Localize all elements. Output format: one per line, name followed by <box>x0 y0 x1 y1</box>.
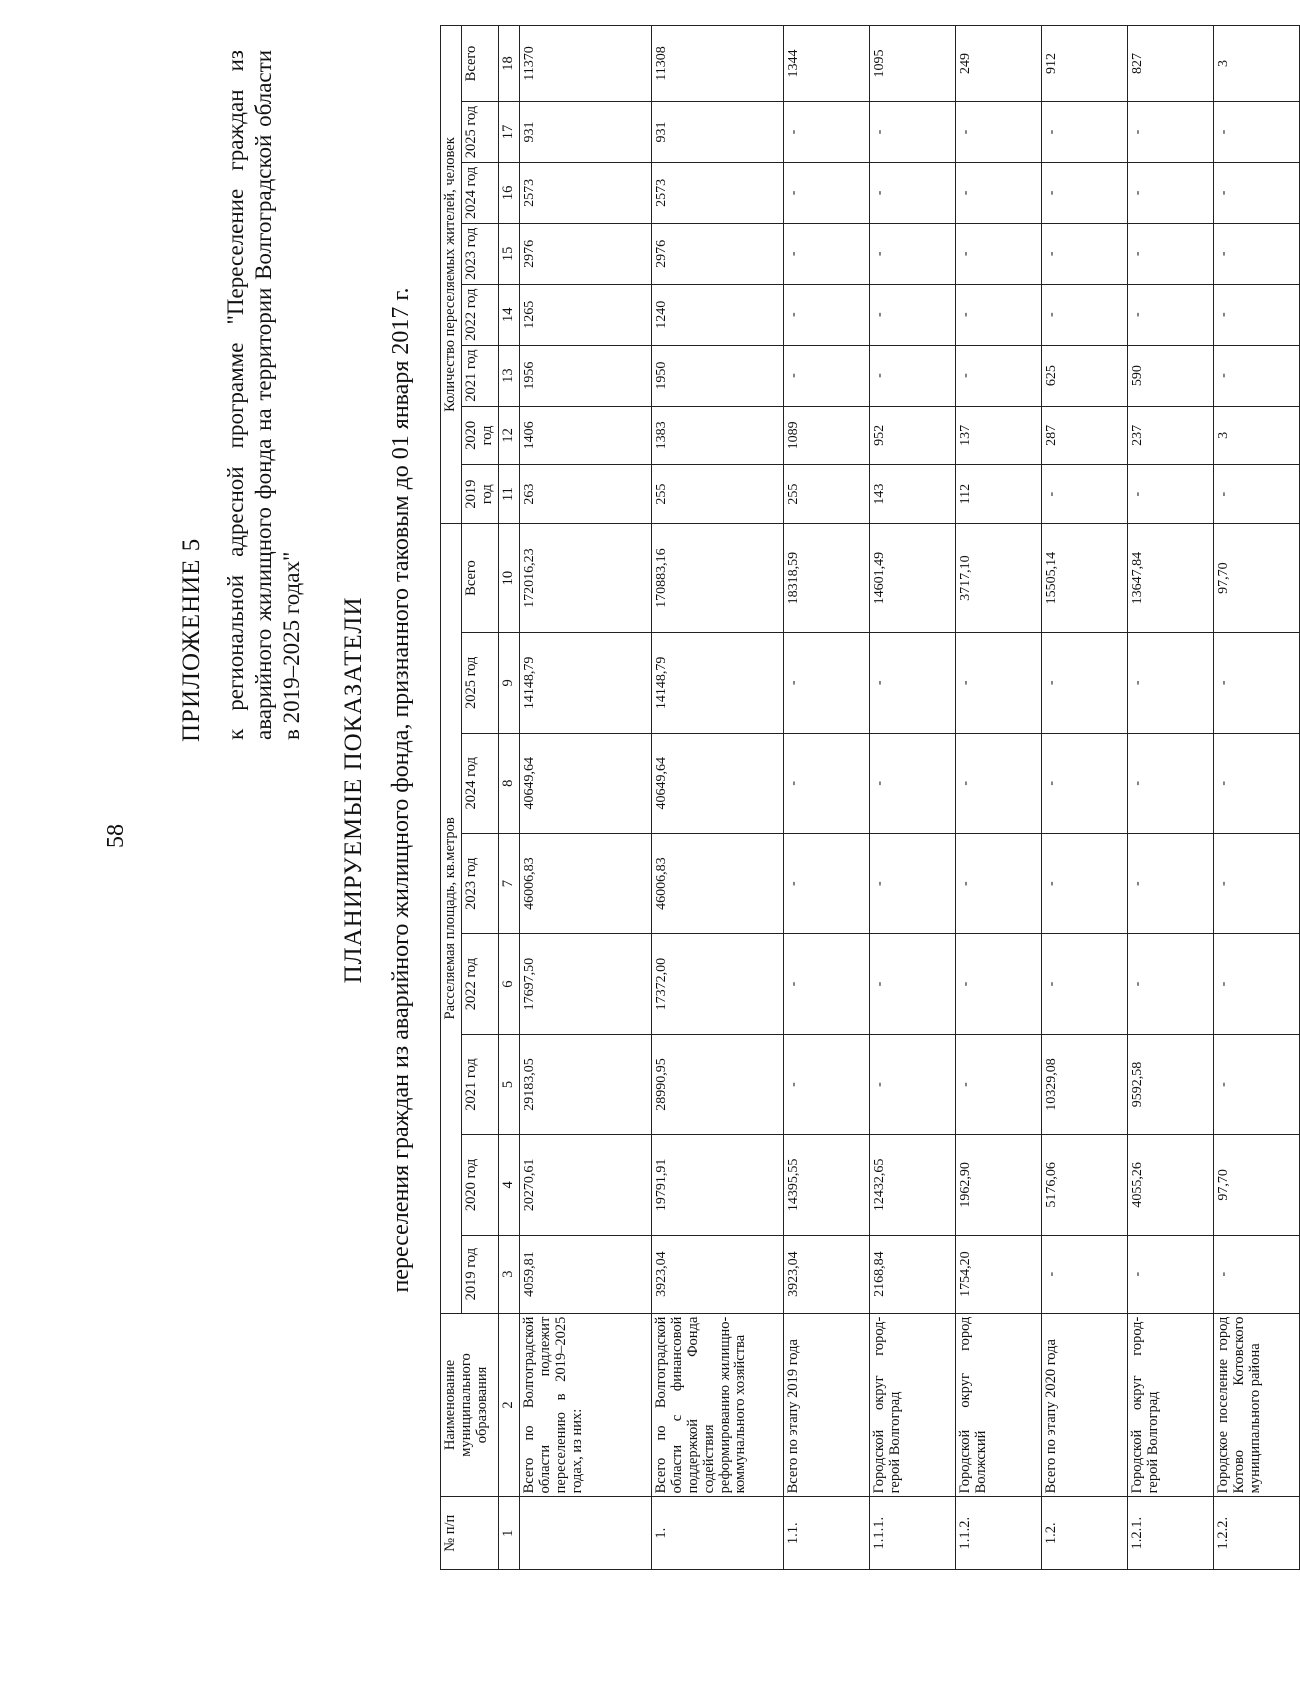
value-cell: - <box>1041 223 1127 284</box>
value-cell: 3923,04 <box>783 1235 869 1313</box>
value-cell: 46006,83 <box>519 833 651 933</box>
program-reference-text: к региональной адресной программе "Переселение граждан из аварийного жилищного фонда на территории Волгоградской области в 2019–2025 годах" <box>223 50 305 740</box>
row-number: 1.2.1. <box>1127 1497 1213 1570</box>
value-cell: 112 <box>955 465 1041 524</box>
value-cell: - <box>955 1034 1041 1134</box>
value-cell: 97,70 <box>1213 1135 1299 1235</box>
value-cell: 4059,81 <box>519 1235 651 1313</box>
column-number: 16 <box>498 162 519 223</box>
value-cell: 1754,20 <box>955 1235 1041 1313</box>
year-header: 2021 год <box>461 1034 498 1134</box>
value-cell: - <box>869 833 955 933</box>
row-number: 1.1.2. <box>955 1497 1041 1570</box>
value-cell: 9592,58 <box>1127 1034 1213 1134</box>
value-cell: - <box>1127 1235 1213 1313</box>
value-cell: 17697,50 <box>519 934 651 1034</box>
year-header: 2020 год <box>461 406 498 465</box>
column-number: 9 <box>498 633 519 733</box>
value-cell: - <box>1127 633 1213 733</box>
value-cell: 40649,64 <box>519 733 651 833</box>
row-name: Всего по этапу 2019 года <box>783 1313 869 1497</box>
value-cell: - <box>1213 345 1299 406</box>
value-cell: 143 <box>869 465 955 524</box>
value-cell: - <box>869 633 955 733</box>
value-cell: - <box>955 223 1041 284</box>
value-cell: 1962,90 <box>955 1135 1041 1235</box>
value-cell: 287 <box>1041 406 1127 465</box>
value-cell: 14148,79 <box>651 633 783 733</box>
value-cell: 1240 <box>651 284 783 345</box>
value-cell: 2976 <box>651 223 783 284</box>
appendix-title: ПРИЛОЖЕНИЕ 5 <box>178 537 205 742</box>
value-cell: - <box>1127 223 1213 284</box>
value-cell: 1265 <box>519 284 651 345</box>
value-cell: - <box>1213 633 1299 733</box>
column-number: 14 <box>498 284 519 345</box>
value-cell: - <box>1041 465 1127 524</box>
value-cell: 14601,49 <box>869 524 955 633</box>
value-cell: - <box>1213 102 1299 163</box>
value-cell: 46006,83 <box>651 833 783 933</box>
value-cell: 20270,61 <box>519 1135 651 1235</box>
column-number: 1 <box>498 1497 519 1570</box>
value-cell: - <box>1127 465 1213 524</box>
value-cell: - <box>1213 733 1299 833</box>
value-cell: - <box>955 934 1041 1034</box>
value-cell: - <box>869 934 955 1034</box>
value-cell: - <box>783 733 869 833</box>
document-heading: ПЛАНИРУЕМЫЕ ПОКАЗАТЕЛИ <box>340 596 367 984</box>
header-name: Наименование муниципального образования <box>441 1313 499 1497</box>
value-cell: 3923,04 <box>651 1235 783 1313</box>
table-row <box>1041 26 1127 1570</box>
value-cell: - <box>1213 223 1299 284</box>
value-cell: - <box>1041 833 1127 933</box>
value-cell: - <box>1213 1034 1299 1134</box>
value-cell: - <box>955 284 1041 345</box>
value-cell: - <box>869 1034 955 1134</box>
value-cell: - <box>1213 934 1299 1034</box>
year-header: 2025 год <box>461 633 498 733</box>
value-cell: 931 <box>519 102 651 163</box>
year-header: 2020 год <box>461 1135 498 1235</box>
header-people-group: Количество переселяемых жителей, человек <box>441 26 462 524</box>
value-cell: 1956 <box>519 345 651 406</box>
table-row <box>1213 26 1299 1570</box>
value-cell: - <box>955 162 1041 223</box>
column-number: 12 <box>498 406 519 465</box>
value-cell: 1950 <box>651 345 783 406</box>
column-number: 4 <box>498 1135 519 1235</box>
value-cell: - <box>955 345 1041 406</box>
value-cell: 2168,84 <box>869 1235 955 1313</box>
value-cell: 97,70 <box>1213 524 1299 633</box>
value-cell: - <box>1127 284 1213 345</box>
table-row <box>651 26 783 1570</box>
row-name: Городской округ город-герой Волгоград <box>869 1313 955 1497</box>
value-cell: - <box>783 162 869 223</box>
table-row <box>519 26 651 1570</box>
year-header: Всего <box>461 524 498 633</box>
column-number: 13 <box>498 345 519 406</box>
value-cell: 14395,55 <box>783 1135 869 1235</box>
value-cell: 1406 <box>519 406 651 465</box>
header-no: № п/п <box>441 1497 499 1570</box>
column-number: 10 <box>498 524 519 633</box>
table-row <box>1127 26 1213 1570</box>
value-cell: 137 <box>955 406 1041 465</box>
value-cell: 255 <box>651 465 783 524</box>
value-cell: 3717,10 <box>955 524 1041 633</box>
row-name: Всего по этапу 2020 года <box>1041 1313 1127 1497</box>
value-cell: - <box>869 102 955 163</box>
table-row <box>869 26 955 1570</box>
column-number: 7 <box>498 833 519 933</box>
value-cell: - <box>1127 102 1213 163</box>
page-number: 58 <box>103 824 129 848</box>
value-cell: - <box>1041 934 1127 1034</box>
value-cell: - <box>869 223 955 284</box>
value-cell: - <box>783 934 869 1034</box>
row-number: 1.2. <box>1041 1497 1127 1570</box>
value-cell: - <box>1127 162 1213 223</box>
value-cell: - <box>783 102 869 163</box>
value-cell: 170883,16 <box>651 524 783 633</box>
value-cell: 952 <box>869 406 955 465</box>
year-header: 2023 год <box>461 223 498 284</box>
row-number: 1.2.2. <box>1213 1497 1299 1570</box>
column-number: 15 <box>498 223 519 284</box>
value-cell: 19791,91 <box>651 1135 783 1235</box>
value-cell: 40649,64 <box>651 733 783 833</box>
table-row <box>955 26 1041 1570</box>
value-cell: 11308 <box>651 26 783 102</box>
year-header: 2022 год <box>461 934 498 1034</box>
value-cell: - <box>1213 1235 1299 1313</box>
value-cell: 237 <box>1127 406 1213 465</box>
table-row <box>783 26 869 1570</box>
value-cell: 1089 <box>783 406 869 465</box>
value-cell: - <box>1041 102 1127 163</box>
row-name: Всего по Волгоградской области подлежит переселению в 2019–2025 годах, из них: <box>519 1313 651 1497</box>
value-cell: - <box>1213 465 1299 524</box>
value-cell: 14148,79 <box>519 633 651 733</box>
row-name: Городской округ город-герой Волгоград <box>1127 1313 1213 1497</box>
year-header: 2019 год <box>461 1235 498 1313</box>
value-cell: 17372,00 <box>651 934 783 1034</box>
column-number: 3 <box>498 1235 519 1313</box>
value-cell: - <box>869 345 955 406</box>
column-number: 18 <box>498 26 519 102</box>
value-cell: - <box>1127 833 1213 933</box>
value-cell: 12432,65 <box>869 1135 955 1235</box>
value-cell: 13647,84 <box>1127 524 1213 633</box>
column-number: 6 <box>498 934 519 1034</box>
value-cell: - <box>1213 162 1299 223</box>
value-cell: 255 <box>783 465 869 524</box>
value-cell: - <box>783 284 869 345</box>
value-cell: 15505,14 <box>1041 524 1127 633</box>
value-cell: 4055,26 <box>1127 1135 1213 1235</box>
value-cell: - <box>783 633 869 733</box>
indicators-table <box>440 25 1300 1570</box>
value-cell: 29183,05 <box>519 1034 651 1134</box>
value-cell: 2573 <box>651 162 783 223</box>
column-number-row <box>498 26 519 1570</box>
year-header: 2024 год <box>461 162 498 223</box>
row-number: 1.1. <box>783 1497 869 1570</box>
year-header: 2019 год <box>461 465 498 524</box>
value-cell: - <box>1213 284 1299 345</box>
value-cell: 1383 <box>651 406 783 465</box>
value-cell: 1095 <box>869 26 955 102</box>
year-header: Всего <box>461 26 498 102</box>
row-name: Всего по Волгоградской области с финансовой поддержкой Фонда содействия реформированию жилищно-коммунального хозяйства <box>651 1313 783 1497</box>
column-number: 8 <box>498 733 519 833</box>
value-cell: 931 <box>651 102 783 163</box>
value-cell: - <box>955 102 1041 163</box>
value-cell: - <box>1213 833 1299 933</box>
value-cell: - <box>869 733 955 833</box>
value-cell: - <box>1041 733 1127 833</box>
value-cell: 18318,59 <box>783 524 869 633</box>
value-cell: - <box>783 1034 869 1134</box>
row-name: Городской округ город Волжский <box>955 1313 1041 1497</box>
value-cell: 590 <box>1127 345 1213 406</box>
value-cell: - <box>1041 1235 1127 1313</box>
document-subheading: переселения граждан из аварийного жилищного фонда, признанного таковым до 01 января 2017 г. <box>388 287 414 1293</box>
value-cell: 249 <box>955 26 1041 102</box>
year-header: 2024 год <box>461 733 498 833</box>
header-area-group: Расселяемая площадь, кв.метров <box>441 524 462 1314</box>
value-cell: - <box>1041 284 1127 345</box>
value-cell: - <box>783 345 869 406</box>
value-cell: - <box>955 633 1041 733</box>
rotated-page-content <box>0 20 1263 1600</box>
row-number <box>519 1497 651 1570</box>
row-number: 1.1.1. <box>869 1497 955 1570</box>
year-header: 2021 год <box>461 345 498 406</box>
value-cell: 11370 <box>519 26 651 102</box>
value-cell: - <box>1127 934 1213 1034</box>
value-cell: 912 <box>1041 26 1127 102</box>
value-cell: - <box>955 733 1041 833</box>
value-cell: - <box>955 833 1041 933</box>
value-cell: 2976 <box>519 223 651 284</box>
year-header: 2025 год <box>461 102 498 163</box>
value-cell: 2573 <box>519 162 651 223</box>
value-cell: - <box>1041 162 1127 223</box>
value-cell: 625 <box>1041 345 1127 406</box>
value-cell: - <box>783 223 869 284</box>
column-number: 11 <box>498 465 519 524</box>
value-cell: 1344 <box>783 26 869 102</box>
value-cell: 28990,95 <box>651 1034 783 1134</box>
value-cell: - <box>869 284 955 345</box>
value-cell: 172016,23 <box>519 524 651 633</box>
value-cell: 827 <box>1127 26 1213 102</box>
value-cell: - <box>1127 733 1213 833</box>
value-cell: - <box>783 833 869 933</box>
value-cell: 263 <box>519 465 651 524</box>
row-number: 1. <box>651 1497 783 1570</box>
value-cell: 3 <box>1213 406 1299 465</box>
table-body <box>519 26 1299 1570</box>
column-number: 5 <box>498 1034 519 1134</box>
year-header: 2023 год <box>461 833 498 933</box>
column-number: 2 <box>498 1313 519 1497</box>
value-cell: 5176,06 <box>1041 1135 1127 1235</box>
value-cell: 10329,08 <box>1041 1034 1127 1134</box>
value-cell: - <box>1041 633 1127 733</box>
row-name: Городское поселение город Котово Котовского муниципального района <box>1213 1313 1299 1497</box>
value-cell: 3 <box>1213 26 1299 102</box>
value-cell: - <box>869 162 955 223</box>
year-header: 2022 год <box>461 284 498 345</box>
column-number: 17 <box>498 102 519 163</box>
